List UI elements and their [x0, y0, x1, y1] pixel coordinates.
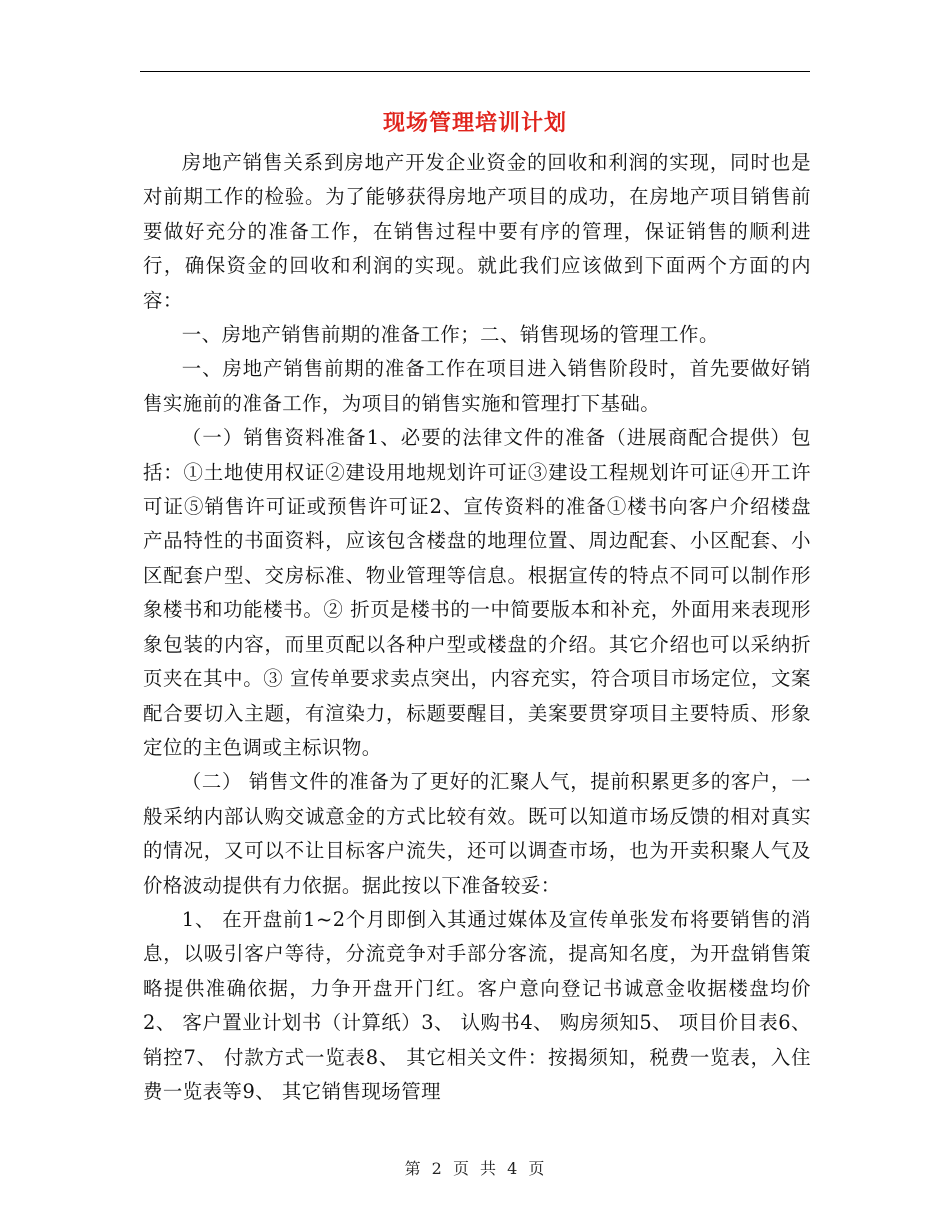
document-title: 现场管理培训计划: [382, 110, 567, 136]
paragraph-sales-documents: （二） 销售文件的准备为了更好的汇聚人气，提前积累更多的客户，一般采纳内部认购交诚意金的方式比较有效。既可以知道市场反馈的相对真实的情况，又可以不让目标客户流失，还可以调查市场，也为开卖积聚人气及价格波动提供有力依据。据此按以下准备较妥：: [143, 770, 811, 897]
paragraph-intro: 房地产销售关系到房地产开发企业资金的回收和利润的实现，同时也是对前期工作的检验。为了能够获得房地产项目的成功，在房地产项目销售前要做好充分的准备工作，在销售过程中要有序的管理，保证销售的顺利进行，确保资金的回收和利润的实现。就此我们应该做到下面两个方面的内容：: [143, 151, 811, 312]
paragraph-item-one: 1、 在开盘前1~2个月即倒入其通过媒体及宣传单张发布将要销售的消息，以吸引客户等待，分流竞争对手部分客流，提高知名度，为开盘销售策略提供准确依据，力争开盘开门红。客户意向登记书诚意金收据楼盘均价2、 客户置业计划书（计算纸）3、 认购书4、 购房须知5、 项目价目表6、 销控7、 付款方式一览表8、 其它相关文件：按揭须知，税费一览表，入住费一览表等9、 其它销售现场管理: [143, 907, 811, 1103]
paragraph-section-one: 一、房地产销售前期的准备工作在项目进入销售阶段时，首先要做好销售实施前的准备工作，为项目的销售实施和管理打下基础。: [143, 357, 811, 415]
header-rule: [140, 71, 810, 72]
paragraph-outline: 一、房地产销售前期的准备工作；二、销售现场的管理工作。: [181, 323, 719, 347]
document-body: [143, 146, 811, 1109]
page-footer: 第 2 页 共 4 页: [404, 1159, 546, 1178]
paragraph-sales-materials: （一）销售资料准备1、必要的法律文件的准备（进展商配合提供）包括：①土地使用权证②建设用地规划许可证③建设工程规划许可证④开工许可证⑤销售许可证或预售许可证2、宣传资料的准备①楼书向客户介绍楼盘产品特性的书面资料，应该包含楼盘的地理位置、周边配套、小区配套、小区配套户型、交房标准、物业管理等信息。根据宣传的特点不同可以制作形象楼书和功能楼书。② 折页是楼书的一中简要版本和补充，外面用来表现形象包装的内容，而里页配以各种户型或楼盘的介绍。其它介绍也可以采纳折页夹在其中。③ 宣传单要求卖点突出，内容充实，符合项目市场定位，文案配合要切入主题，有渲染力，标题要醒目，美案要贯穿项目主要特质、形象定位的主色调或主标识物。: [143, 426, 811, 759]
